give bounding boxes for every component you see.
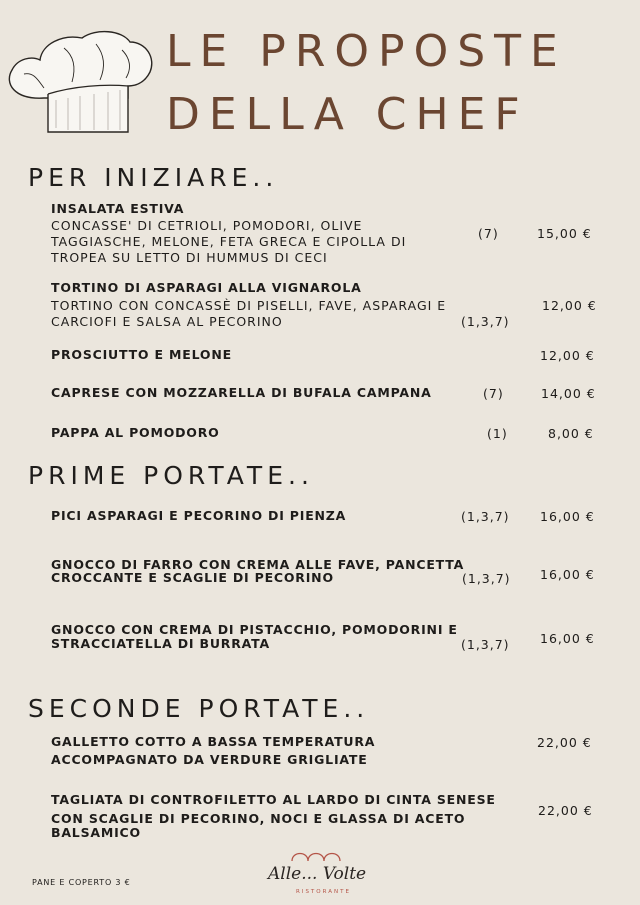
logo-text: Alle... Volte	[268, 864, 367, 884]
menu-item-name: PICI ASPARAGI E PECORINO DI PIENZA	[51, 508, 347, 523]
menu-item-price: 16,00 €	[540, 509, 595, 524]
menu-item-name: ACCOMPAGNATO DA VERDURE GRIGLIATE	[51, 752, 368, 767]
title-line-1: LE PROPOSTE	[166, 26, 567, 77]
menu-item-name: INSALATA ESTIVA	[51, 201, 185, 216]
arches-logo-icon	[290, 846, 350, 862]
menu-item-allergens: (1,3,7)	[462, 571, 511, 586]
logo-subtitle: RISTORANTE	[296, 889, 351, 895]
menu-item-allergens: (1,3,7)	[461, 314, 510, 329]
menu-item-name: BALSAMICO	[51, 825, 141, 840]
menu-item-price: 15,00 €	[537, 226, 592, 241]
menu-item-name: GNOCCO CON CREMA DI PISTACCHIO, POMODORINI E	[51, 622, 458, 637]
menu-item-desc: TAGGIASCHE, MELONE, FETA GRECA E CIPOLLA DI	[51, 234, 407, 249]
menu-item-price: 22,00 €	[538, 803, 593, 818]
menu-item-name: GALLETTO COTTO A BASSA TEMPERATURA	[51, 734, 376, 749]
title-line-2: DELLA CHEF	[166, 89, 529, 140]
menu-item-desc: TROPEA SU LETTO DI HUMMUS DI CECI	[51, 250, 328, 265]
section-title-antipasti: PER INIZIARE..	[28, 163, 279, 192]
cover-charge: PANE E COPERTO 3 €	[32, 878, 131, 887]
menu-item-desc: CONCASSE' DI CETRIOLI, POMODORI, OLIVE	[51, 218, 363, 233]
menu-item-allergens: (1,3,7)	[461, 509, 510, 524]
menu-item-name: PAPPA AL POMODORO	[51, 425, 220, 440]
chef-hat-icon	[4, 28, 154, 136]
menu-item-name: PROSCIUTTO E MELONE	[51, 347, 232, 362]
menu-item-allergens: (1,3,7)	[461, 637, 510, 652]
menu-item-allergens: (7)	[478, 226, 499, 241]
menu-item-price: 16,00 €	[540, 567, 595, 582]
menu-item-name: TORTINO DI ASPARAGI ALLA VIGNAROLA	[51, 280, 362, 295]
menu-item-name: CON SCAGLIE DI PECORINO, NOCI E GLASSA DI ACETO	[51, 811, 466, 826]
menu-item-allergens: (1)	[487, 426, 508, 441]
menu-item-name: TAGLIATA DI CONTROFILETTO AL LARDO DI CINTA SENESE	[51, 792, 496, 807]
section-title-secondi: SECONDE PORTATE..	[28, 694, 370, 723]
section-title-primi: PRIME PORTATE..	[28, 461, 314, 490]
menu-item-desc: CARCIOFI E SALSA AL PECORINO	[51, 314, 283, 329]
menu-item-price: 12,00 €	[542, 298, 597, 313]
menu-item-price: 12,00 €	[540, 348, 595, 363]
menu-item-price: 8,00 €	[548, 426, 594, 441]
menu-item-price: 22,00 €	[537, 735, 592, 750]
menu-item-price: 16,00 €	[540, 631, 595, 646]
menu-item-name: CROCCANTE E SCAGLIE DI PECORINO	[51, 570, 334, 585]
menu-item-name: STRACCIATELLA DI BURRATA	[51, 636, 270, 651]
menu-item-desc: TORTINO CON CONCASSÈ DI PISELLI, FAVE, ASPARAGI E	[51, 298, 447, 313]
menu-item-name: CAPRESE CON MOZZARELLA DI BUFALA CAMPANA	[51, 385, 432, 400]
menu-item-name: GNOCCO DI FARRO CON CREMA ALLE FAVE, PANCETTA	[51, 557, 465, 572]
menu-item-allergens: (7)	[483, 386, 504, 401]
menu-item-price: 14,00 €	[541, 386, 596, 401]
